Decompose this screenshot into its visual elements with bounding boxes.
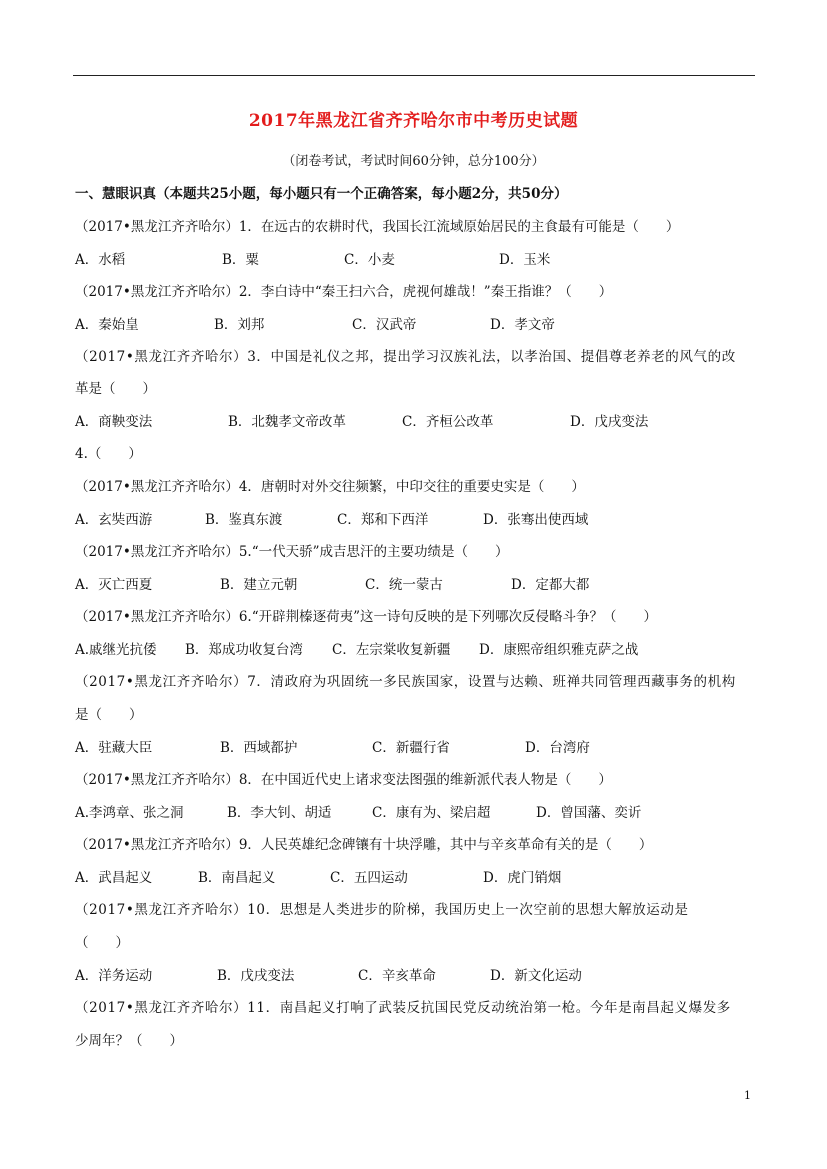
option-a: A．驻藏大臣: [75, 740, 153, 756]
question-6-options: [75, 638, 755, 656]
option-b: B．粟: [222, 252, 259, 268]
option-c: C．新疆行省: [372, 740, 450, 756]
option-c: C．康有为、梁启超: [372, 805, 491, 821]
option-b: B．南昌起义: [198, 870, 276, 886]
option-c: C．齐桓公改革: [402, 414, 494, 430]
question-9-stem: （2017•黑龙江齐齐哈尔）9．人民英雄纪念碑镶有十块浮雕，其中与辛亥革命有关的是（ ）: [75, 837, 653, 853]
option-d: D．虎门销烟: [483, 870, 562, 886]
question-9-options: [75, 866, 755, 884]
question-8-stem: （2017•黑龙江齐齐哈尔）8．在中国近代史上诸求变法图强的维新派代表人物是（ ）: [75, 772, 612, 788]
option-a: A．水稻: [75, 252, 126, 268]
option-d: D．戊戌变法: [570, 414, 649, 430]
question-7-stem-cont: 是（ ）: [75, 707, 143, 723]
option-a: A．玄奘西游: [75, 512, 153, 528]
option-b: B．戊戌变法: [217, 968, 295, 984]
option-a: A．商鞅变法: [75, 414, 153, 430]
question-7-options: [75, 736, 755, 754]
option-d: D．孝文帝: [490, 317, 555, 333]
question-11-stem: （2017•黑龙江齐齐哈尔）11．南昌起义打响了武装反抗国民党反动统治第一枪。今年是南昌起义爆发多: [75, 1000, 731, 1016]
option-a: A．武昌起义: [75, 870, 153, 886]
stray-question-number: 4.（ ）: [75, 446, 142, 462]
question-7-stem: （2017•黑龙江齐齐哈尔）7．清政府为巩固统一多民族国家，设置与达赖、班禅共同管理西藏事务的机构: [75, 674, 736, 690]
option-b: B．李大钊、胡适: [227, 805, 332, 821]
question-8-options: [75, 801, 755, 819]
question-2-options: [75, 313, 755, 331]
option-b: B．建立元朝: [220, 577, 298, 593]
page-number: 1: [744, 1089, 751, 1102]
question-10-stem: （2017•黑龙江齐齐哈尔）10．思想是人类进步的阶梯，我国历史上一次空前的思想大解放运动是: [75, 902, 689, 918]
question-5-stem: （2017•黑龙江齐齐哈尔）5.“一代天骄”成吉思汗的主要功绩是（ ）: [75, 544, 509, 560]
option-b: B．西域都护: [220, 740, 298, 756]
option-a: A.李鸿章、张之洞: [75, 805, 184, 821]
question-5-options: [75, 573, 755, 591]
option-c: C．统一蒙古: [365, 577, 443, 593]
question-3-stem-cont: 革是（ ）: [75, 381, 156, 397]
question-2-stem: （2017•黑龙江齐齐哈尔）2．李白诗中“秦王扫六合，虎视何雄哉！”秦王指谁？（ ）: [75, 284, 613, 300]
option-c: C．郑和下西洋: [337, 512, 429, 528]
header-rule: [73, 75, 755, 76]
option-c: C．左宗棠收复新疆: [332, 642, 451, 658]
option-d: D．康熙帝组织雅克萨之战: [479, 642, 639, 658]
option-a: A．灭亡西夏: [75, 577, 153, 593]
option-a: A.戚继光抗倭: [75, 642, 157, 658]
exam-title: 2017年黑龙江省齐齐哈尔市中考历史试题: [248, 111, 579, 131]
option-c: C．五四运动: [330, 870, 408, 886]
question-11-stem-cont: 少周年？（ ）: [75, 1033, 183, 1049]
option-d: D．玉米: [499, 252, 551, 268]
option-d: D．台湾府: [525, 740, 590, 756]
option-a: A．洋务运动: [75, 968, 153, 984]
option-b: B．北魏孝文帝改革: [228, 414, 346, 430]
option-b: B．郑成功收复台湾: [185, 642, 303, 658]
question-1-options: [75, 248, 755, 266]
option-c: C．汉武帝: [352, 317, 417, 333]
question-4-options: [75, 508, 755, 526]
option-d: D．曾国藩、奕䜣: [536, 805, 642, 821]
option-c: C．小麦: [344, 252, 395, 268]
option-d: D．定都大都: [511, 577, 590, 593]
option-b: B．鉴真东渡: [205, 512, 283, 528]
question-3-stem: （2017•黑龙江齐齐哈尔）3．中国是礼仪之邦，提出学习汉族礼法，以孝治国、提倡尊老养老的风气的改: [75, 349, 736, 365]
option-a: A．秦始皇: [75, 317, 139, 333]
option-b: B．刘邦: [214, 317, 265, 333]
exam-instructions: （闭卷考试，考试时间60分钟，总分100分）: [282, 154, 545, 169]
question-1-stem: （2017•黑龙江齐齐哈尔）1．在远古的农耕时代，我国长江流域原始居民的主食最有可能是（ ）: [75, 219, 680, 235]
question-3-options: [75, 410, 755, 428]
option-c: C．辛亥革命: [358, 968, 436, 984]
option-d: D．新文化运动: [490, 968, 582, 984]
question-6-stem: （2017•黑龙江齐齐哈尔）6.“开辟荆榛逐荷夷”这一诗句反映的是下列哪次反侵略斗争？（ ）: [75, 609, 658, 625]
option-d: D．张骞出使西域: [483, 512, 589, 528]
section-heading: 一、慧眼识真（本题共25小题，每小题只有一个正确答案，每小题2分，共50分）: [75, 186, 568, 202]
question-10-stem-cont: （ ）: [75, 935, 129, 951]
question-10-options: [75, 964, 755, 982]
question-4-stem: （2017•黑龙江齐齐哈尔）4．唐朝时对外交往频繁，中印交往的重要史实是（ ）: [75, 479, 585, 495]
